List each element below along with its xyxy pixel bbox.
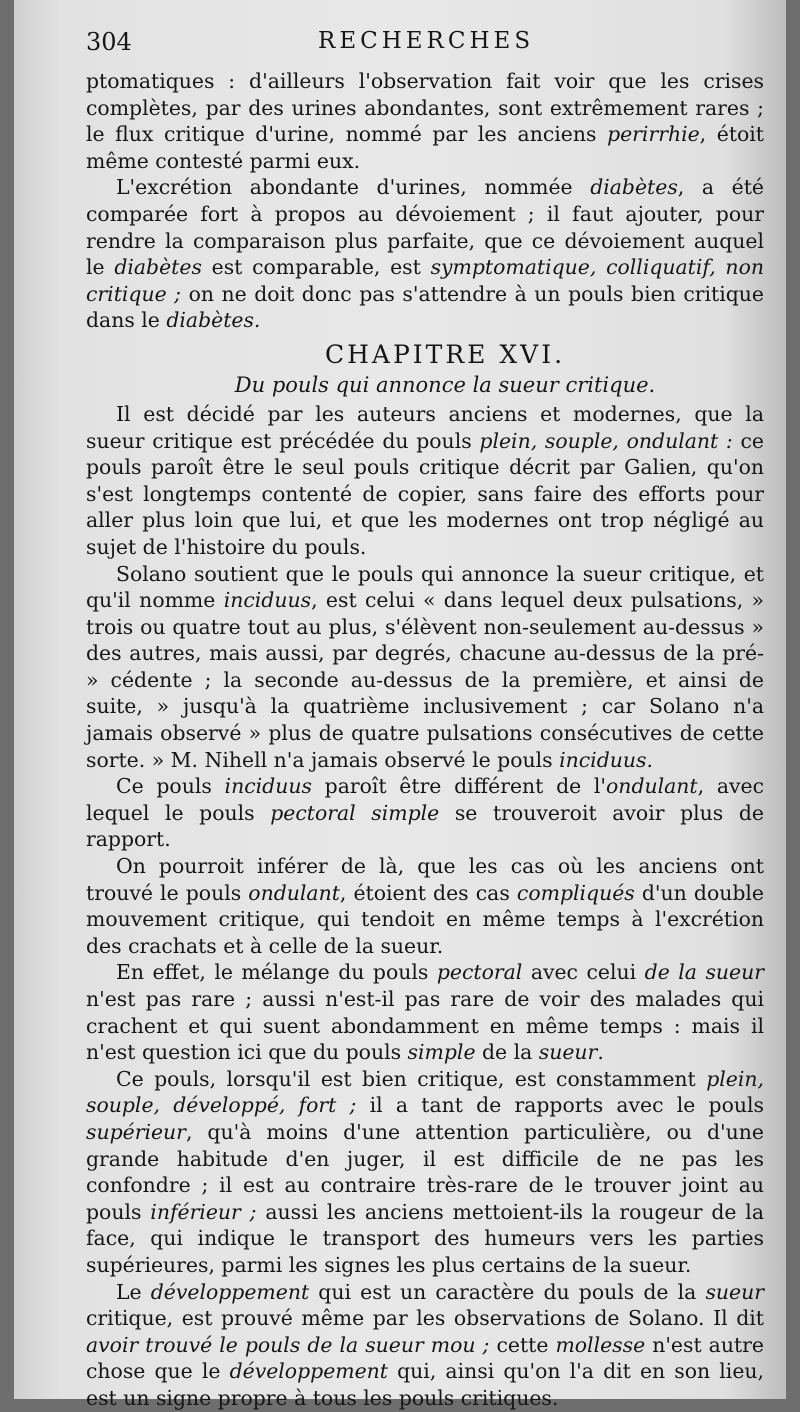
paragraph bbox=[86, 959, 764, 1065]
chapter-subtitle: Du pouls qui annonce la sueur critique. bbox=[234, 372, 656, 397]
text-before-chapter bbox=[86, 68, 764, 334]
text-run: En effet, le mélange du pouls bbox=[116, 960, 437, 985]
paragraph bbox=[86, 68, 764, 174]
italic-text: ondulant bbox=[248, 880, 340, 905]
text-run: ce pouls paroît être le seul pouls critique décrit par Galien, qu'on s'est longtemps contenté de copier, sans faire des efforts pour aller plus loin que lui, et que les modernes ont trop négligé au sujet de l'histoire du pouls. bbox=[86, 428, 764, 559]
text-run: , qu'à moins d'une attention particulière, ou d'une grande habitude d'en juger, il est difficile de ne pas les confondre ; il est au contraire très-rare de le trouver joint au pouls bbox=[86, 1119, 764, 1224]
italic-text: sueur bbox=[538, 1040, 598, 1065]
italic-text: symptomatique, colliquatif, non critique ; bbox=[86, 255, 764, 306]
paragraph bbox=[86, 853, 764, 959]
italic-text: inférieur ; bbox=[150, 1199, 257, 1224]
italic-text: inciduus bbox=[224, 774, 312, 799]
italic-text: simple bbox=[407, 1040, 476, 1065]
text-run: aussi les anciens mettoient-ils la rougeur de la face, qui indique le transport des humeurs vers les parties supérieures, parmi les signes les plus certains de la sueur. bbox=[86, 1199, 764, 1277]
chapter-body bbox=[86, 401, 764, 1412]
italic-text: diabètes bbox=[590, 175, 678, 200]
text-run: qui est un caractère du pouls de la bbox=[309, 1279, 706, 1304]
text-run: paroît être différent de l' bbox=[311, 774, 607, 799]
italic-text: mollesse bbox=[555, 1332, 646, 1357]
text-run: Il est décidé par les auteurs anciens et modernes, que la sueur critique est précédée du pouls bbox=[86, 401, 764, 453]
paragraph bbox=[86, 401, 764, 561]
paragraph bbox=[86, 1066, 764, 1279]
running-header bbox=[86, 28, 764, 68]
text-run: on ne doit donc pas s'attendre à un pouls bien critique dans le bbox=[86, 281, 764, 333]
text-run: , est celui « dans lequel deux pulsations, » trois ou quatre tout au plus, s'élèvent non-seulement au-dessus » des autres, mais aussi, par degrés, chacune au-dessus de la pré- » cédente ; la seconde au-dessus de la première, et ainsi de suite, » jusqu'à la quatrième inclusivement ; car Solano n'a jamais observé » plus de quatre pulsations consécutives de cette sorte. » M. Nihell n'a jamais observé le pouls bbox=[86, 588, 764, 772]
text-run: Solano soutient que le pouls qui annonce la sueur critique, et qu'il nomme bbox=[86, 561, 764, 613]
italic-text: développement bbox=[229, 1359, 388, 1384]
text-run: est comparable, est bbox=[201, 255, 431, 280]
italic-text: de la sueur bbox=[644, 960, 764, 985]
text-run: On pourroit inférer de là, que les cas où les anciens ont trouvé le pouls bbox=[86, 854, 764, 905]
text-run: il a tant de rapports avec le pouls bbox=[356, 1093, 764, 1118]
text-run: Ce pouls bbox=[116, 774, 225, 799]
text-run: L'excrétion abondante d'urines, nommée bbox=[116, 175, 591, 200]
text-run: cette bbox=[489, 1332, 556, 1357]
book-page bbox=[14, 0, 786, 1410]
italic-text: inciduus. bbox=[559, 747, 653, 772]
text-run: Ce pouls, lorsqu'il est bien critique, est constamment bbox=[116, 1066, 707, 1091]
text-run: , étoient des cas bbox=[339, 880, 517, 905]
italic-text: développement bbox=[150, 1279, 310, 1304]
italic-text: pectoral simple bbox=[270, 800, 440, 825]
paragraph bbox=[86, 773, 764, 853]
text-run: n'est autre chose que le bbox=[86, 1332, 764, 1384]
italic-text: plein, souple, développé, fort ; bbox=[86, 1066, 764, 1118]
text-run: se trouveroit avoir plus de rapport. bbox=[86, 800, 764, 852]
text-run: avec celui bbox=[522, 960, 645, 985]
paragraph bbox=[86, 174, 764, 334]
italic-text: diabètes bbox=[114, 255, 202, 280]
italic-text: perirrhie bbox=[607, 122, 700, 147]
text-run: de la bbox=[475, 1040, 539, 1065]
text-run: qui, ainsi qu'on l'a dit en son lieu, est un signe propre à tous les pouls critiques. bbox=[86, 1359, 764, 1410]
text-run: , a été comparée fort à propos au dévoiement ; il faut ajouter, pour rendre la comparaison plus parfaite, que ce dévoiement auquel le bbox=[86, 175, 764, 280]
text-run: , étoit même contesté parmi eux. bbox=[86, 122, 765, 173]
text-run: ptomatiques : d'ailleurs l'observation fait voir que les crises complètes, par des urines abondantes, sont extrêmement rares ; le flux critique d'urine, nommé par les anciens bbox=[86, 69, 764, 147]
italic-text: inciduus bbox=[223, 588, 312, 613]
running-title: RECHERCHES bbox=[318, 28, 535, 54]
italic-text: diabètes. bbox=[166, 308, 261, 333]
italic-text: pectoral bbox=[436, 960, 523, 985]
text-run: critique, est prouvé même par les observations de Solano. Il dit bbox=[86, 1306, 764, 1331]
text-run: . bbox=[597, 1040, 604, 1065]
page-number: 304 bbox=[86, 28, 132, 56]
italic-text: avoir trouvé le pouls de la sueur mou ; bbox=[86, 1332, 490, 1357]
italic-text: sueur bbox=[705, 1279, 764, 1304]
text-run: n'est pas rare ; aussi n'est-il pas rare de voir des malades qui crachent et qui suent abondamment en même temps : mais il n'est question ici que du pouls bbox=[86, 987, 764, 1065]
italic-text: ondulant bbox=[606, 774, 698, 799]
italic-text: plein, souple, ondulant : bbox=[479, 428, 733, 453]
chapter-title: CHAPITRE XVI. bbox=[324, 339, 566, 369]
italic-text: compliqués bbox=[516, 880, 635, 905]
paragraph bbox=[86, 561, 764, 774]
text-run: d'un double mouvement critique, qui tendoit en même temps à l'excrétion des crachats et à celle de la sueur. bbox=[86, 880, 764, 958]
paragraph bbox=[86, 1279, 764, 1412]
text-run: , avec lequel le pouls bbox=[86, 774, 764, 825]
text-run: Le bbox=[116, 1279, 151, 1304]
italic-text: supérieur bbox=[86, 1119, 186, 1144]
